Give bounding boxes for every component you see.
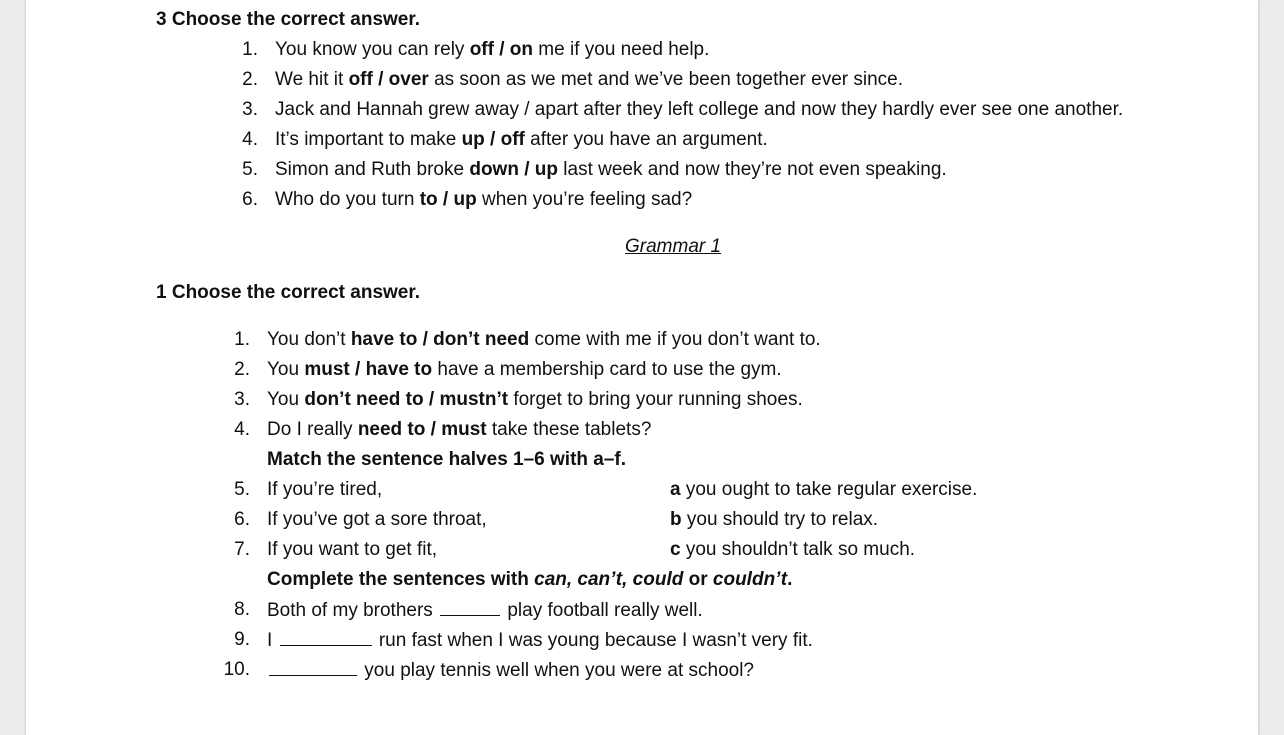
list-item-number: 4.: [242, 129, 258, 150]
list-item: You know you can rely off / on me if you need help.: [275, 39, 710, 60]
list-item-number: 10.: [223, 659, 250, 680]
list-item-number: 2.: [242, 69, 258, 90]
match-left: If you’re tired,: [267, 479, 383, 500]
list-item-number: 9.: [234, 629, 250, 650]
list-item: It’s important to make up / off after you have an argument.: [275, 129, 768, 150]
complete-heading: Complete the sentences with can, can’t, could or couldn’t.: [267, 569, 793, 590]
fill-in-item: you play tennis well when you were at school?: [267, 655, 754, 686]
document-page: [26, 0, 1258, 735]
match-left: If you’ve got a sore throat,: [267, 509, 487, 530]
list-item-number: 3.: [234, 389, 250, 410]
list-item: Simon and Ruth broke down / up last week and now they’re not even speaking.: [275, 159, 947, 180]
fill-in-item: I run fast when I was young because I wasn’t very fit.: [267, 625, 813, 656]
list-item-number: 5.: [234, 479, 250, 500]
match-left: If you want to get fit,: [267, 539, 438, 560]
list-item-number: 1.: [242, 39, 258, 60]
list-item-number: 8.: [234, 599, 250, 620]
list-item-number: 1.: [234, 329, 250, 350]
fill-in-item: Both of my brothers play football really well.: [267, 595, 703, 626]
list-item-number: 2.: [234, 359, 250, 380]
list-item: Who do you turn to / up when you’re feeling sad?: [275, 189, 693, 210]
list-item-number: 4.: [234, 419, 250, 440]
list-item: Jack and Hannah grew away / apart after they left college and now they hardly ever see one another.: [275, 99, 1124, 120]
list-item: Do I really need to / must take these tablets?: [267, 419, 652, 440]
answer-blank[interactable]: [280, 625, 372, 646]
match-right: b you should try to relax.: [670, 509, 879, 530]
list-item: You don’t need to / mustn’t forget to bring your running shoes.: [267, 389, 803, 410]
answer-blank[interactable]: [269, 655, 357, 676]
match-right: a you ought to take regular exercise.: [670, 479, 978, 500]
answer-blank[interactable]: [440, 595, 500, 616]
match-right: c you shouldn’t talk so much.: [670, 539, 916, 560]
list-item: We hit it off / over as soon as we met and we’ve been together ever since.: [275, 69, 904, 90]
list-item-number: 7.: [234, 539, 250, 560]
list-item-number: 6.: [234, 509, 250, 530]
list-item-number: 6.: [242, 189, 258, 210]
section1-heading: 1 Choose the correct answer.: [156, 282, 420, 303]
list-item: You must / have to have a membership card to use the gym.: [267, 359, 782, 380]
section3-heading: 3 Choose the correct answer.: [156, 9, 420, 30]
list-item-number: 3.: [242, 99, 258, 120]
match-heading: Match the sentence halves 1–6 with a–f.: [267, 449, 627, 470]
grammar-title: Grammar 1: [625, 236, 722, 257]
list-item-number: 5.: [242, 159, 258, 180]
list-item: You don’t have to / don’t need come with me if you don’t want to.: [267, 329, 821, 350]
